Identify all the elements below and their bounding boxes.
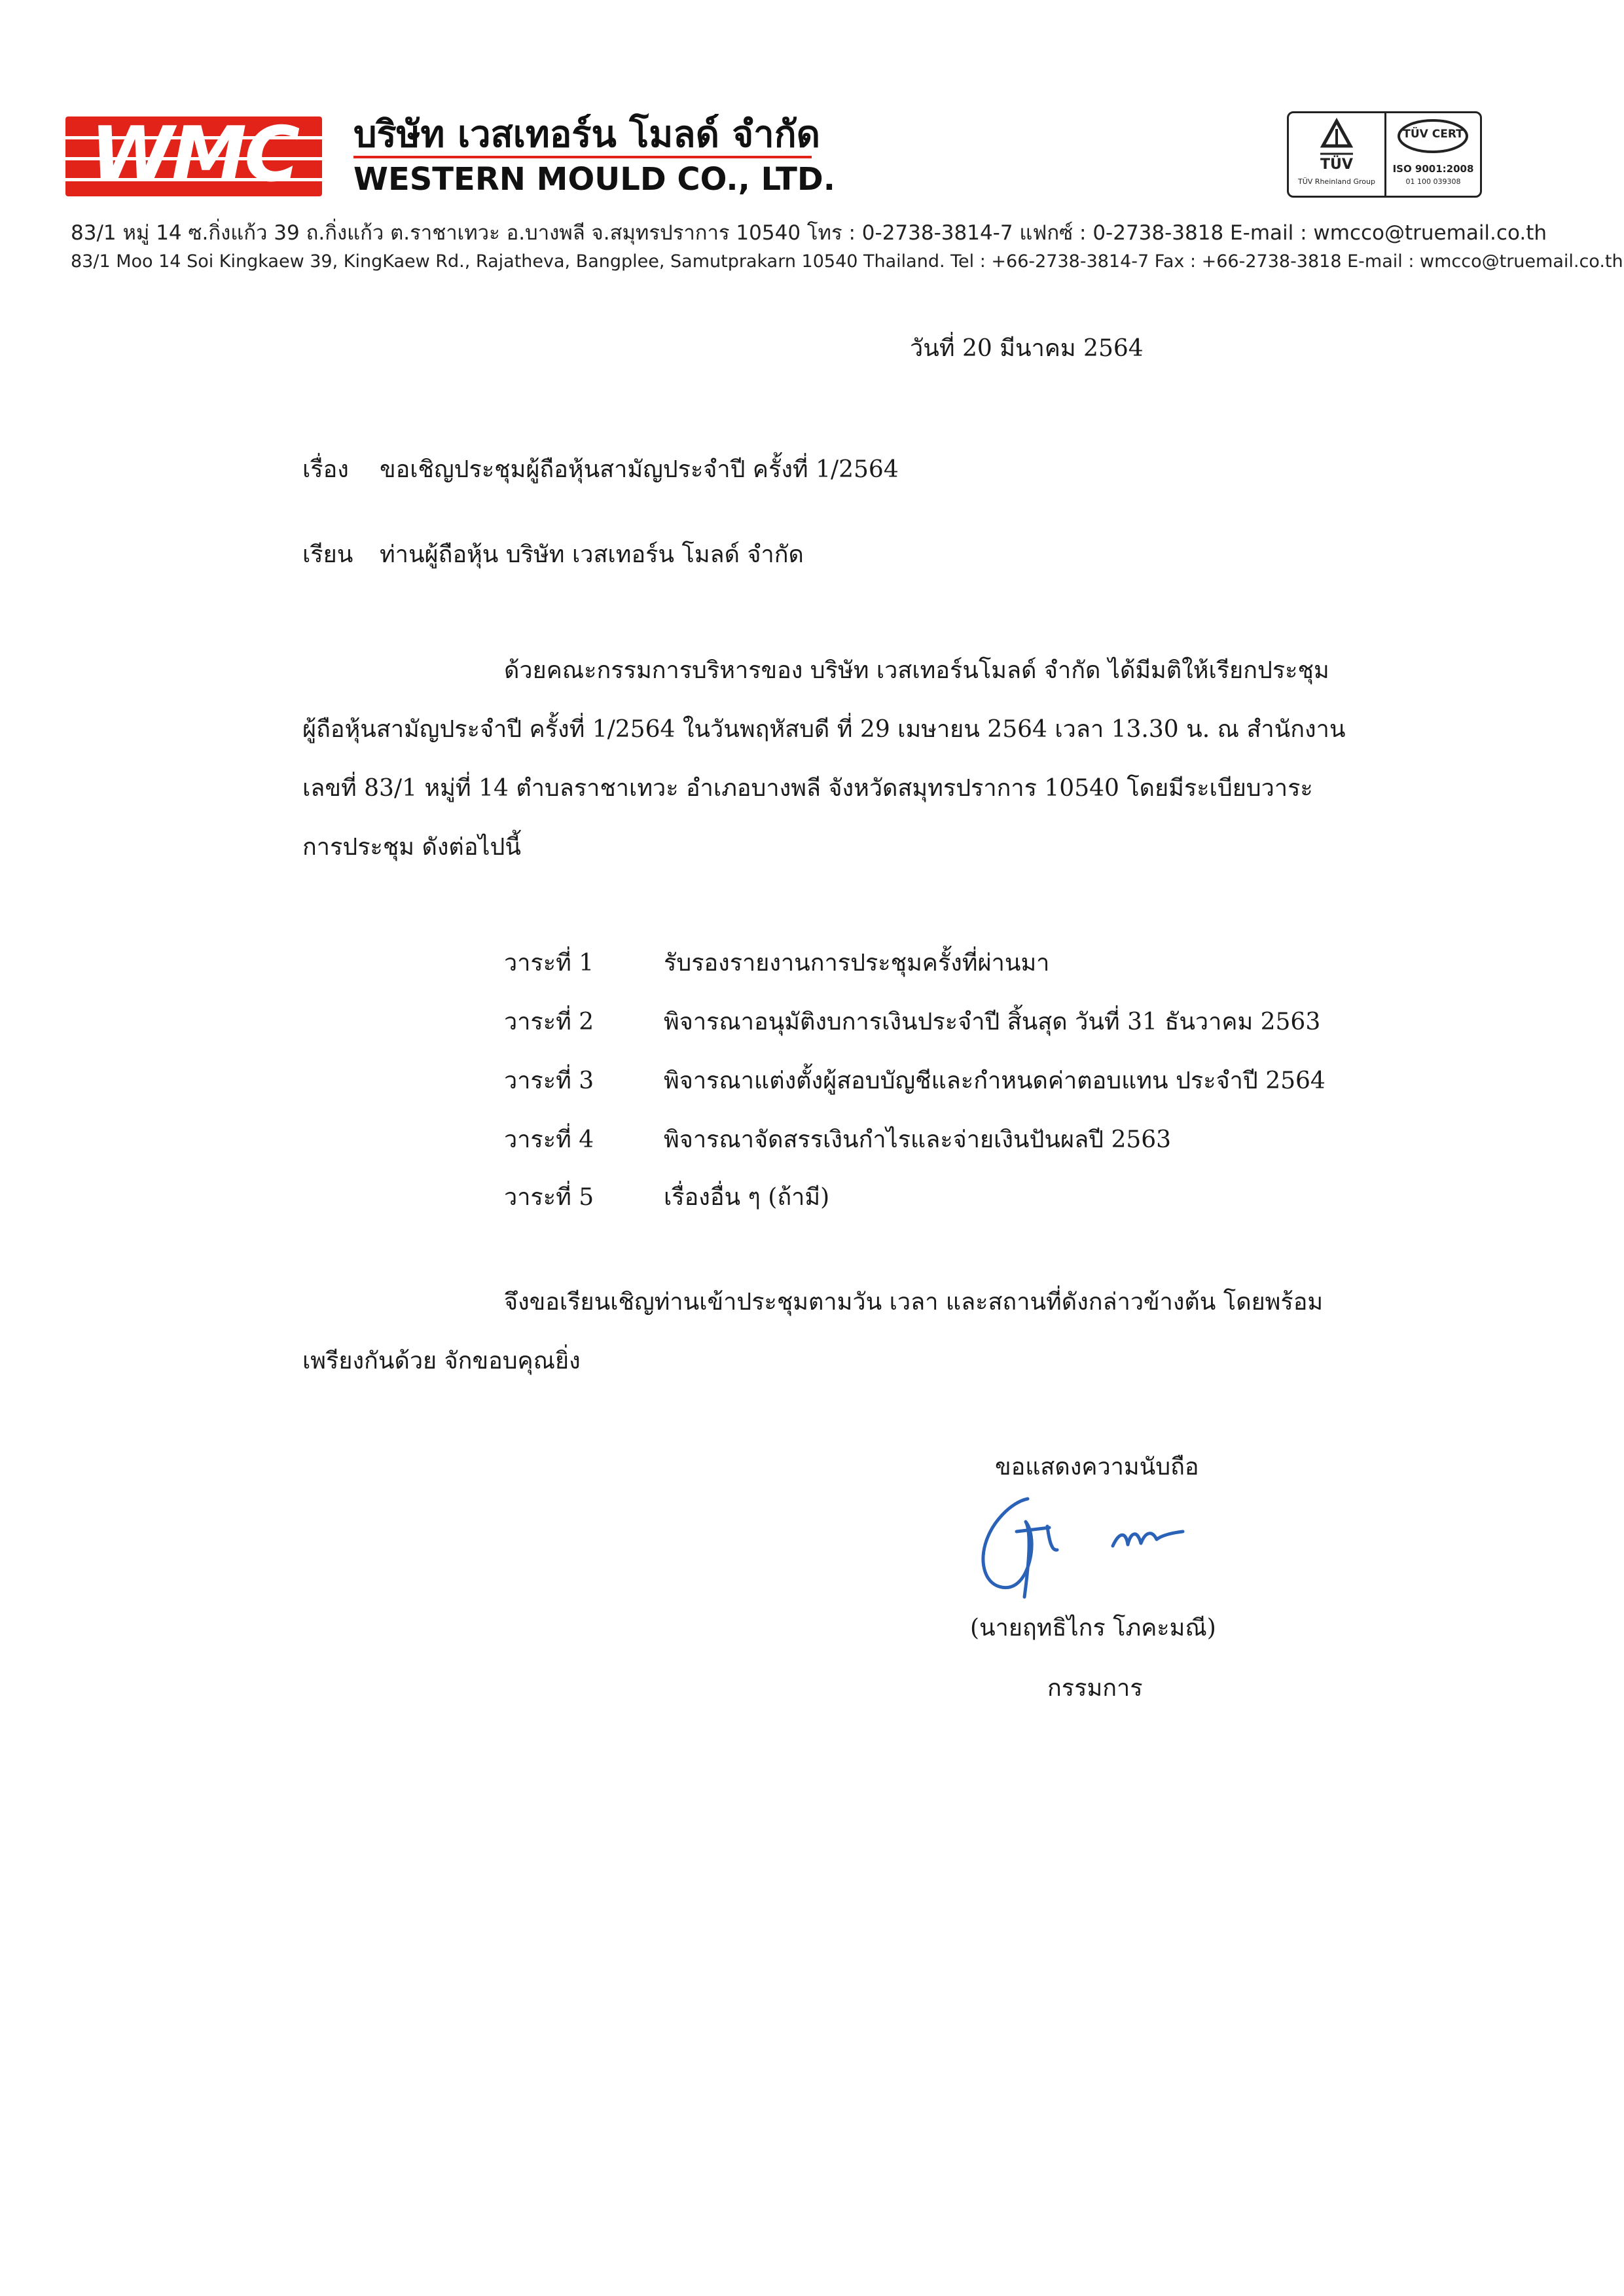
company-logo [65,117,322,196]
agenda-number: วาระที่ 3 [504,1067,594,1094]
address-english: 83/1 Moo 14 Soi Kingkaew 39, KingKaew Rd., Rajatheva, Bangplee, Samutprakarn 10540 Thailand. Tel : +66-2738-3814-7 Fax : +66-2738-3818 E-mail : wmcco@truemail.co.th [71,251,1623,272]
subject-label: เรื่อง [302,456,349,483]
handwritten-signature [965,1486,1214,1617]
company-name-english: WESTERN MOULD CO., LTD. [353,161,835,198]
agenda-text: รับรองรายงานการประชุมครั้งที่ผ่านมา [664,950,1050,977]
paragraph-line: การประชุม ดังต่อไปนี้ [302,834,522,861]
tuv-mark [1289,113,1386,196]
agenda-text: พิจารณาแต่งตั้งผู้สอบบัญชีและกำหนดค่าตอบแทน ประจำปี 2564 [664,1067,1326,1094]
certification-badge [1287,111,1482,198]
header-divider [353,156,812,158]
paragraph-line: จึงขอเรียนเชิญท่านเข้าประชุมตามวัน เวลา และสถานที่ดังกล่าวข้างต้น โดยพร้อม [504,1289,1324,1316]
paragraph-line: เพรียงกันด้วย จักขอบคุณยิ่ง [302,1348,581,1374]
agenda-number: วาระที่ 5 [504,1184,594,1211]
recipient-label: เรียน [302,541,353,568]
cert-number: 01 100 039308 [1405,177,1461,186]
agenda-number: วาระที่ 4 [504,1126,594,1153]
letter-date: วันที่ 20 มีนาคม 2564 [910,335,1144,362]
tuv-cert-mark [1386,113,1480,196]
paragraph-line: ด้วยคณะกรรมการบริหารของ บริษัท เวสเทอร์นโมลด์ จำกัด ได้มีมติให้เรียกประชุม [504,657,1329,684]
iso-label: ISO 9001:2008 [1392,163,1474,175]
agenda-text: พิจารณาจัดสรรเงินกำไรและจ่ายเงินปันผลปี 2563 [664,1126,1172,1153]
agenda-number: วาระที่ 2 [504,1009,594,1035]
address-thai: 83/1 หมู่ 14 ซ.กิ่งแก้ว 39 ถ.กิ่งแก้ว ต.ราชาเทวะ อ.บางพลี จ.สมุทรปราการ 10540 โทร : 0-2738-3814-7 แฟกซ์ : 0-2738-3818 E-mail : wmcco@truemail.co.th [71,221,1547,245]
paragraph-line: ผู้ถือหุ้นสามัญประจำปี ครั้งที่ 1/2564 ในวันพฤหัสบดี ที่ 29 เมษายน 2564 เวลา 13.30 น. ณ สำนักงาน [302,716,1346,743]
signer-name: (นายฤทธิไกร โภคะมณี) [970,1615,1216,1641]
tuv-label: TÜV [1320,156,1353,173]
tuv-cert-label: TÜV CERT [1403,128,1464,141]
company-name-thai: บริษัท เวสเทอร์น โมลด์ จำกัด [353,113,820,156]
agenda-text: เรื่องอื่น ๆ (ถ้ามี) [664,1184,830,1211]
agenda-number: วาระที่ 1 [504,950,594,977]
tuv-group-label: TÜV Rheinland Group [1298,177,1375,186]
recipient-text: ท่านผู้ถือหุ้น บริษัท เวสเทอร์น โมลด์ จำกัด [380,541,804,568]
logo-text: WMC [90,117,298,196]
signer-title: กรรมการ [1047,1675,1143,1702]
subject-text: ขอเชิญประชุมผู้ถือหุ้นสามัญประจำปี ครั้งที่ 1/2564 [380,456,899,483]
agenda-text: พิจารณาอนุมัติงบการเงินประจำปี สิ้นสุด วันที่ 31 ธันวาคม 2563 [664,1009,1321,1035]
paragraph-line: เลขที่ 83/1 หมู่ที่ 14 ตำบลราชาเทวะ อำเภอบางพลี จังหวัดสมุทรปราการ 10540 โดยมีระเบียบวาระ [302,775,1313,802]
closing-text: ขอแสดงความนับถือ [995,1454,1199,1480]
